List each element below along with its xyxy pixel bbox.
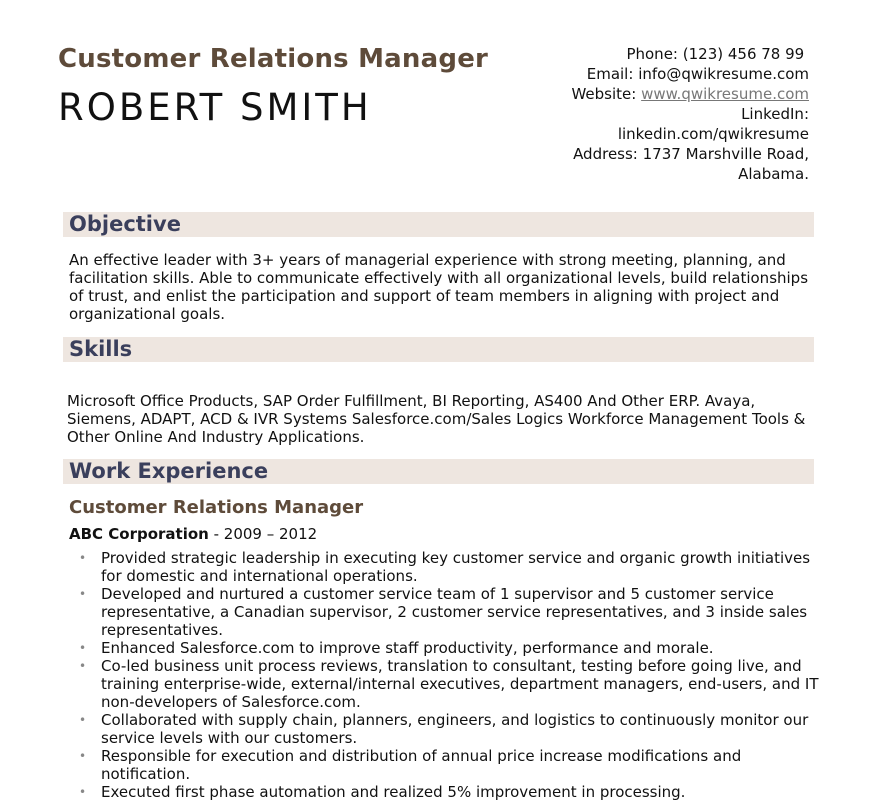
website-label: Website: (571, 85, 637, 103)
phone-label: Phone: (626, 45, 678, 63)
phone-value: (123) 456 78 99 (682, 45, 805, 63)
contact-block (509, 44, 809, 184)
contact-linkedin-label-line (509, 104, 809, 124)
section-title-skills: Skills (69, 337, 133, 361)
section-header-work-experience (63, 459, 814, 484)
contact-email (509, 64, 809, 84)
address-line1: 1737 Marshville Road, (642, 145, 809, 163)
section-header-skills (63, 337, 814, 362)
job-role-title: Customer Relations Manager (69, 497, 364, 518)
address-line2: Alabama. (738, 165, 809, 183)
bullet-text: Enhanced Salesforce.com to improve staff productivity, performance and morale. (101, 639, 714, 657)
bullet-icon: • (79, 749, 87, 763)
contact-website (509, 84, 809, 104)
job-dates: - 2009 – 2012 (208, 525, 318, 543)
bullet-text: Co-led business unit process reviews, translation to consultant, testing before going live, and training enterprise-wide, external/internal executives, department managers, end-users, and IT non-developers of Salesforce.com. (101, 657, 819, 711)
address-label: Address: (573, 145, 638, 163)
email-value: info@qwikresume.com (638, 65, 809, 83)
list-item (69, 549, 819, 585)
list-item (69, 657, 819, 711)
bullet-icon: • (79, 785, 87, 799)
section-title-work-experience: Work Experience (69, 459, 269, 483)
contact-address (509, 144, 809, 164)
bullet-text: Provided strategic leadership in executing key customer service and organic growth initiatives for domestic and international operations. (101, 549, 811, 585)
job-company-line (69, 525, 317, 543)
bullet-text: Executed first phase automation and realized 5% improvement in processing. (101, 783, 686, 801)
bullet-text: Developed and nurtured a customer service team of 1 supervisor and 5 customer service representative, a Canadian supervisor, 2 customer service representatives, and 3 inside sales representatives. (101, 585, 808, 639)
bullet-icon: • (79, 551, 87, 565)
person-name: ROBERT SMITH (58, 86, 372, 129)
bullet-icon: • (79, 713, 87, 727)
job-responsibilities-list (69, 549, 819, 801)
list-item (69, 711, 819, 747)
company-name: ABC Corporation (69, 525, 209, 543)
bullet-icon: • (79, 587, 87, 601)
list-item (69, 585, 819, 639)
list-item (69, 783, 819, 801)
email-label: Email: (586, 65, 634, 83)
contact-address-line2 (509, 164, 809, 184)
list-item (69, 639, 819, 657)
website-link[interactable]: www.qwikresume.com (641, 85, 809, 103)
list-item (69, 747, 819, 783)
section-title-objective: Objective (69, 212, 181, 236)
section-header-objective (63, 212, 814, 237)
linkedin-label: LinkedIn: (741, 105, 809, 123)
job-title: Customer Relations Manager (58, 44, 489, 74)
contact-phone (509, 44, 809, 64)
resume-header (0, 0, 885, 200)
bullet-text: Collaborated with supply chain, planners, engineers, and logistics to continuously monitor our service levels with our customers. (101, 711, 809, 747)
bullet-text: Responsible for execution and distribution of annual price increase modifications and notification. (101, 747, 742, 783)
objective-text: An effective leader with 3+ years of managerial experience with strong meeting, planning, and facilitation skills. Able to communicate effectively with all organizational levels, build relationships of trust, and enlist the participation and support of team members in aligning with project and organizational goals. (69, 251, 809, 323)
skills-text: Microsoft Office Products, SAP Order Fulfillment, BI Reporting, AS400 And Other ERP. Avaya, Siemens, ADAPT, ACD & IVR Systems Salesforce.com/Sales Logics Workforce Management Tools & Other Online And Industry Applications. (67, 392, 806, 446)
linkedin-value: linkedin.com/qwikresume (617, 125, 809, 143)
bullet-icon: • (79, 659, 87, 673)
bullet-icon: • (79, 641, 87, 655)
contact-linkedin-value-line (509, 124, 809, 144)
